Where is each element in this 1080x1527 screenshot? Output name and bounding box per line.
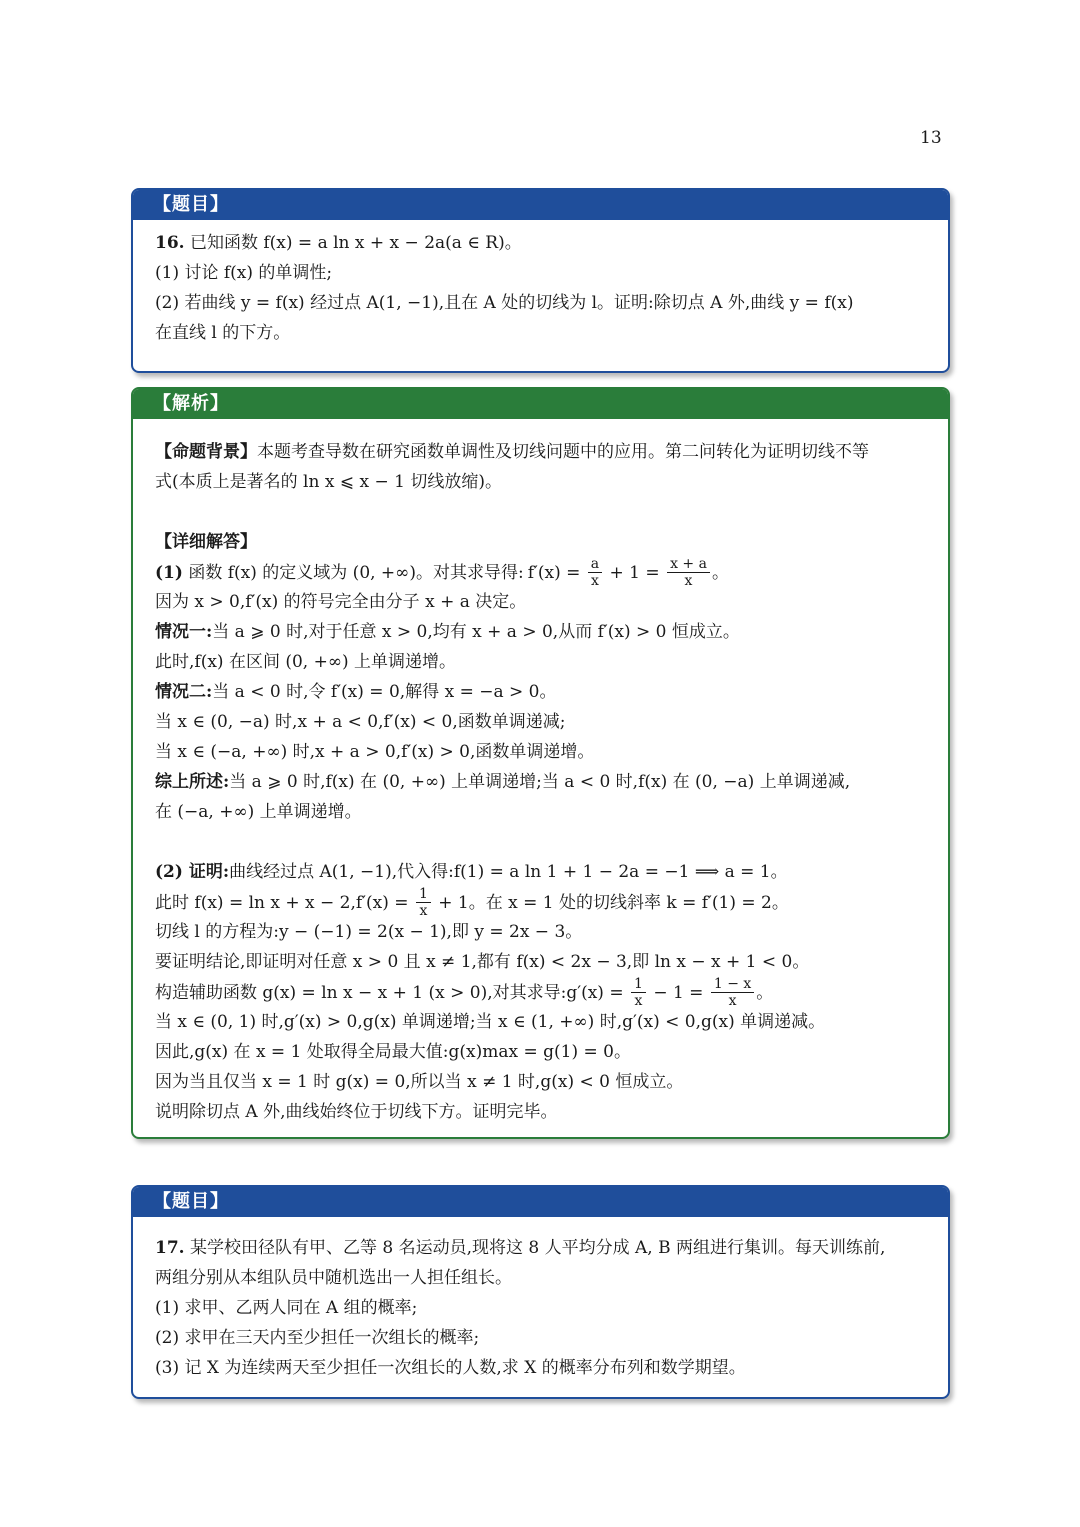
problem-17-part3: (3) 记 X 为连续两天至少担任一次组长的人数,求 X 的概率分布列和数学期望。 xyxy=(155,1358,746,1378)
fraction-denominator: x xyxy=(590,573,599,589)
problem-17-stem-text: 某学校田径队有甲、乙等 8 名运动员,现将这 8 人平均分成 A, B 两组进行集训。每天训练前, xyxy=(184,1238,886,1258)
part2-line-7: 因此,g(x) 在 x = 1 处取得全局最大值:g(x)max = g(1) = 0。 xyxy=(155,1042,631,1062)
problem-16-stem-text: 已知函数 f(x) = a ln x + x − 2a(a ∈ R)。 xyxy=(184,233,522,253)
case1-label: 情况一: xyxy=(155,622,213,642)
background-label: 【命题背景】 xyxy=(155,442,257,462)
summary-line xyxy=(155,767,926,797)
part1-sign-line: 因为 x > 0,f′(x) 的符号完全由分子 x + a 决定。 xyxy=(155,592,527,612)
fraction-numerator: 1 − x xyxy=(711,976,754,993)
problem-17-stem xyxy=(155,1233,926,1263)
case2-text: 当 a < 0 时,令 f′(x) = 0,解得 x = −a > 0。 xyxy=(212,682,557,702)
part2-line-2-post: + 1。在 x = 1 处的切线斜率 k = f′(1) = 2。 xyxy=(438,893,789,913)
derivative-mid: + 1 = xyxy=(609,563,660,583)
fraction-1-over-x xyxy=(416,886,431,919)
problem-17-part1: (1) 求甲、乙两人同在 A 组的概率; xyxy=(155,1298,418,1318)
fraction-numerator: a xyxy=(588,556,602,573)
part2-line-2-pre: 此时 f(x) = ln x + x − 2,f′(x) = xyxy=(155,893,409,913)
derivative-end: 。 xyxy=(711,563,729,583)
case1-text: 当 a ⩾ 0 时,对于任意 x > 0,均有 x + a > 0,从而 f′(x) > 0 恒成立。 xyxy=(212,622,740,642)
part2-line-5 xyxy=(155,977,926,1007)
problem-16-part2-cont: 在直线 l 的下方。 xyxy=(155,323,291,343)
fraction-denominator: x xyxy=(419,903,428,919)
fraction-numerator: x + a xyxy=(667,556,710,573)
problem-17-box xyxy=(131,1185,950,1399)
problem-17-header: 【题目】 xyxy=(133,1187,948,1217)
analysis-body xyxy=(133,419,948,1127)
part1-label: (1) xyxy=(155,563,183,583)
case1-line xyxy=(155,617,926,647)
part2-line-6: 当 x ∈ (0, 1) 时,g′(x) > 0,g(x) 单调递增;当 x ∈ (1, +∞) 时,g′(x) < 0,g(x) 单调递减。 xyxy=(155,1012,826,1032)
problem-16-header: 【题目】 xyxy=(133,190,948,220)
background-line-2: 式(本质上是著名的 ln x ⩽ x − 1 切线放缩)。 xyxy=(155,472,502,492)
analysis-header: 【解析】 xyxy=(133,389,948,419)
fraction-a-over-x xyxy=(588,556,602,589)
fraction-denominator: x xyxy=(728,993,737,1009)
problem-16-body xyxy=(133,220,948,348)
part1-text: 函数 f(x) 的定义域为 (0, +∞)。对其求导得: xyxy=(182,563,524,583)
analysis-box xyxy=(131,387,950,1139)
part2-line-5-pre: 构造辅助函数 g(x) = ln x − x + 1 (x > 0),对其求导:g′(x) = xyxy=(155,983,624,1003)
case2-increasing: 当 x ∈ (−a, +∞) 时,x + a > 0,f′(x) > 0,函数单调递增。 xyxy=(155,742,595,762)
part2-line-2 xyxy=(155,887,926,917)
problem-17-part2: (2) 求甲在三天内至少担任一次组长的概率; xyxy=(155,1328,480,1348)
part2-line-1 xyxy=(155,857,926,887)
problem-number: 17. xyxy=(155,1238,185,1258)
summary-label: 综上所述: xyxy=(155,772,230,792)
part2-line-8: 因为当且仅当 x = 1 时 g(x) = 0,所以当 x ≠ 1 时,g(x) < 0 恒成立。 xyxy=(155,1072,684,1092)
problem-16-part1: (1) 讨论 f(x) 的单调性; xyxy=(155,263,333,283)
fraction-denominator: x xyxy=(684,573,693,589)
problem-17-stem-cont: 两组分别从本组队员中随机选出一人担任组长。 xyxy=(155,1268,512,1288)
case2-label: 情况二: xyxy=(155,682,213,702)
part2-line-4: 要证明结论,即证明对任意 x > 0 且 x ≠ 1,都有 f(x) < 2x − 3,即 ln x − x + 1 < 0。 xyxy=(155,952,810,972)
derivative-formula: f′(x) = xyxy=(527,563,581,583)
case1-result: 此时,f(x) 在区间 (0, +∞) 上单调递增。 xyxy=(155,652,457,672)
problem-16-box xyxy=(131,188,950,373)
part2-line-5-end: 。 xyxy=(756,983,774,1003)
part2-text: 曲线经过点 A(1, −1),代入得:f(1) = a ln 1 + 1 − 2a = −1 ⟹ a = 1。 xyxy=(229,862,788,882)
problem-number: 16. xyxy=(155,233,185,253)
fraction-x-plus-a-over-x xyxy=(667,556,710,589)
fraction-denominator: x xyxy=(634,993,643,1009)
part1-derivative-line xyxy=(155,557,926,587)
detail-label: 【详细解答】 xyxy=(155,532,257,552)
fraction-numerator: 1 xyxy=(416,886,431,903)
part2-line-5-mid: − 1 = xyxy=(653,983,704,1003)
summary-line-2: 在 (−a, +∞) 上单调递增。 xyxy=(155,802,362,822)
problem-16-part2: (2) 若曲线 y = f(x) 经过点 A(1, −1),且在 A 处的切线为 l。证明:除切点 A 外,曲线 y = f(x) xyxy=(155,293,854,313)
case2-decreasing: 当 x ∈ (0, −a) 时,x + a < 0,f′(x) < 0,函数单调递减; xyxy=(155,712,566,732)
background-text: 本题考查导数在研究函数单调性及切线问题中的应用。第二问转化为证明切线不等 xyxy=(257,442,869,462)
fraction-numerator: 1 xyxy=(631,976,646,993)
case2-line xyxy=(155,677,926,707)
background-line-1 xyxy=(155,437,926,467)
part2-label: (2) 证明: xyxy=(155,862,230,882)
page-number: 13 xyxy=(920,128,942,148)
summary-text: 当 a ⩾ 0 时,f(x) 在 (0, +∞) 上单调递增;当 a < 0 时,f(x) 在 (0, −a) 上单调递减, xyxy=(229,772,851,792)
problem-16-stem xyxy=(155,228,926,258)
part2-line-9: 说明除切点 A 外,曲线始终位于切线下方。证明完毕。 xyxy=(155,1102,558,1122)
part2-line-3: 切线 l 的方程为:y − (−1) = 2(x − 1),即 y = 2x − 3。 xyxy=(155,922,583,942)
fraction-1-minus-x-over-x xyxy=(711,976,754,1009)
problem-17-body xyxy=(133,1217,948,1383)
fraction-1-over-x xyxy=(631,976,646,1009)
